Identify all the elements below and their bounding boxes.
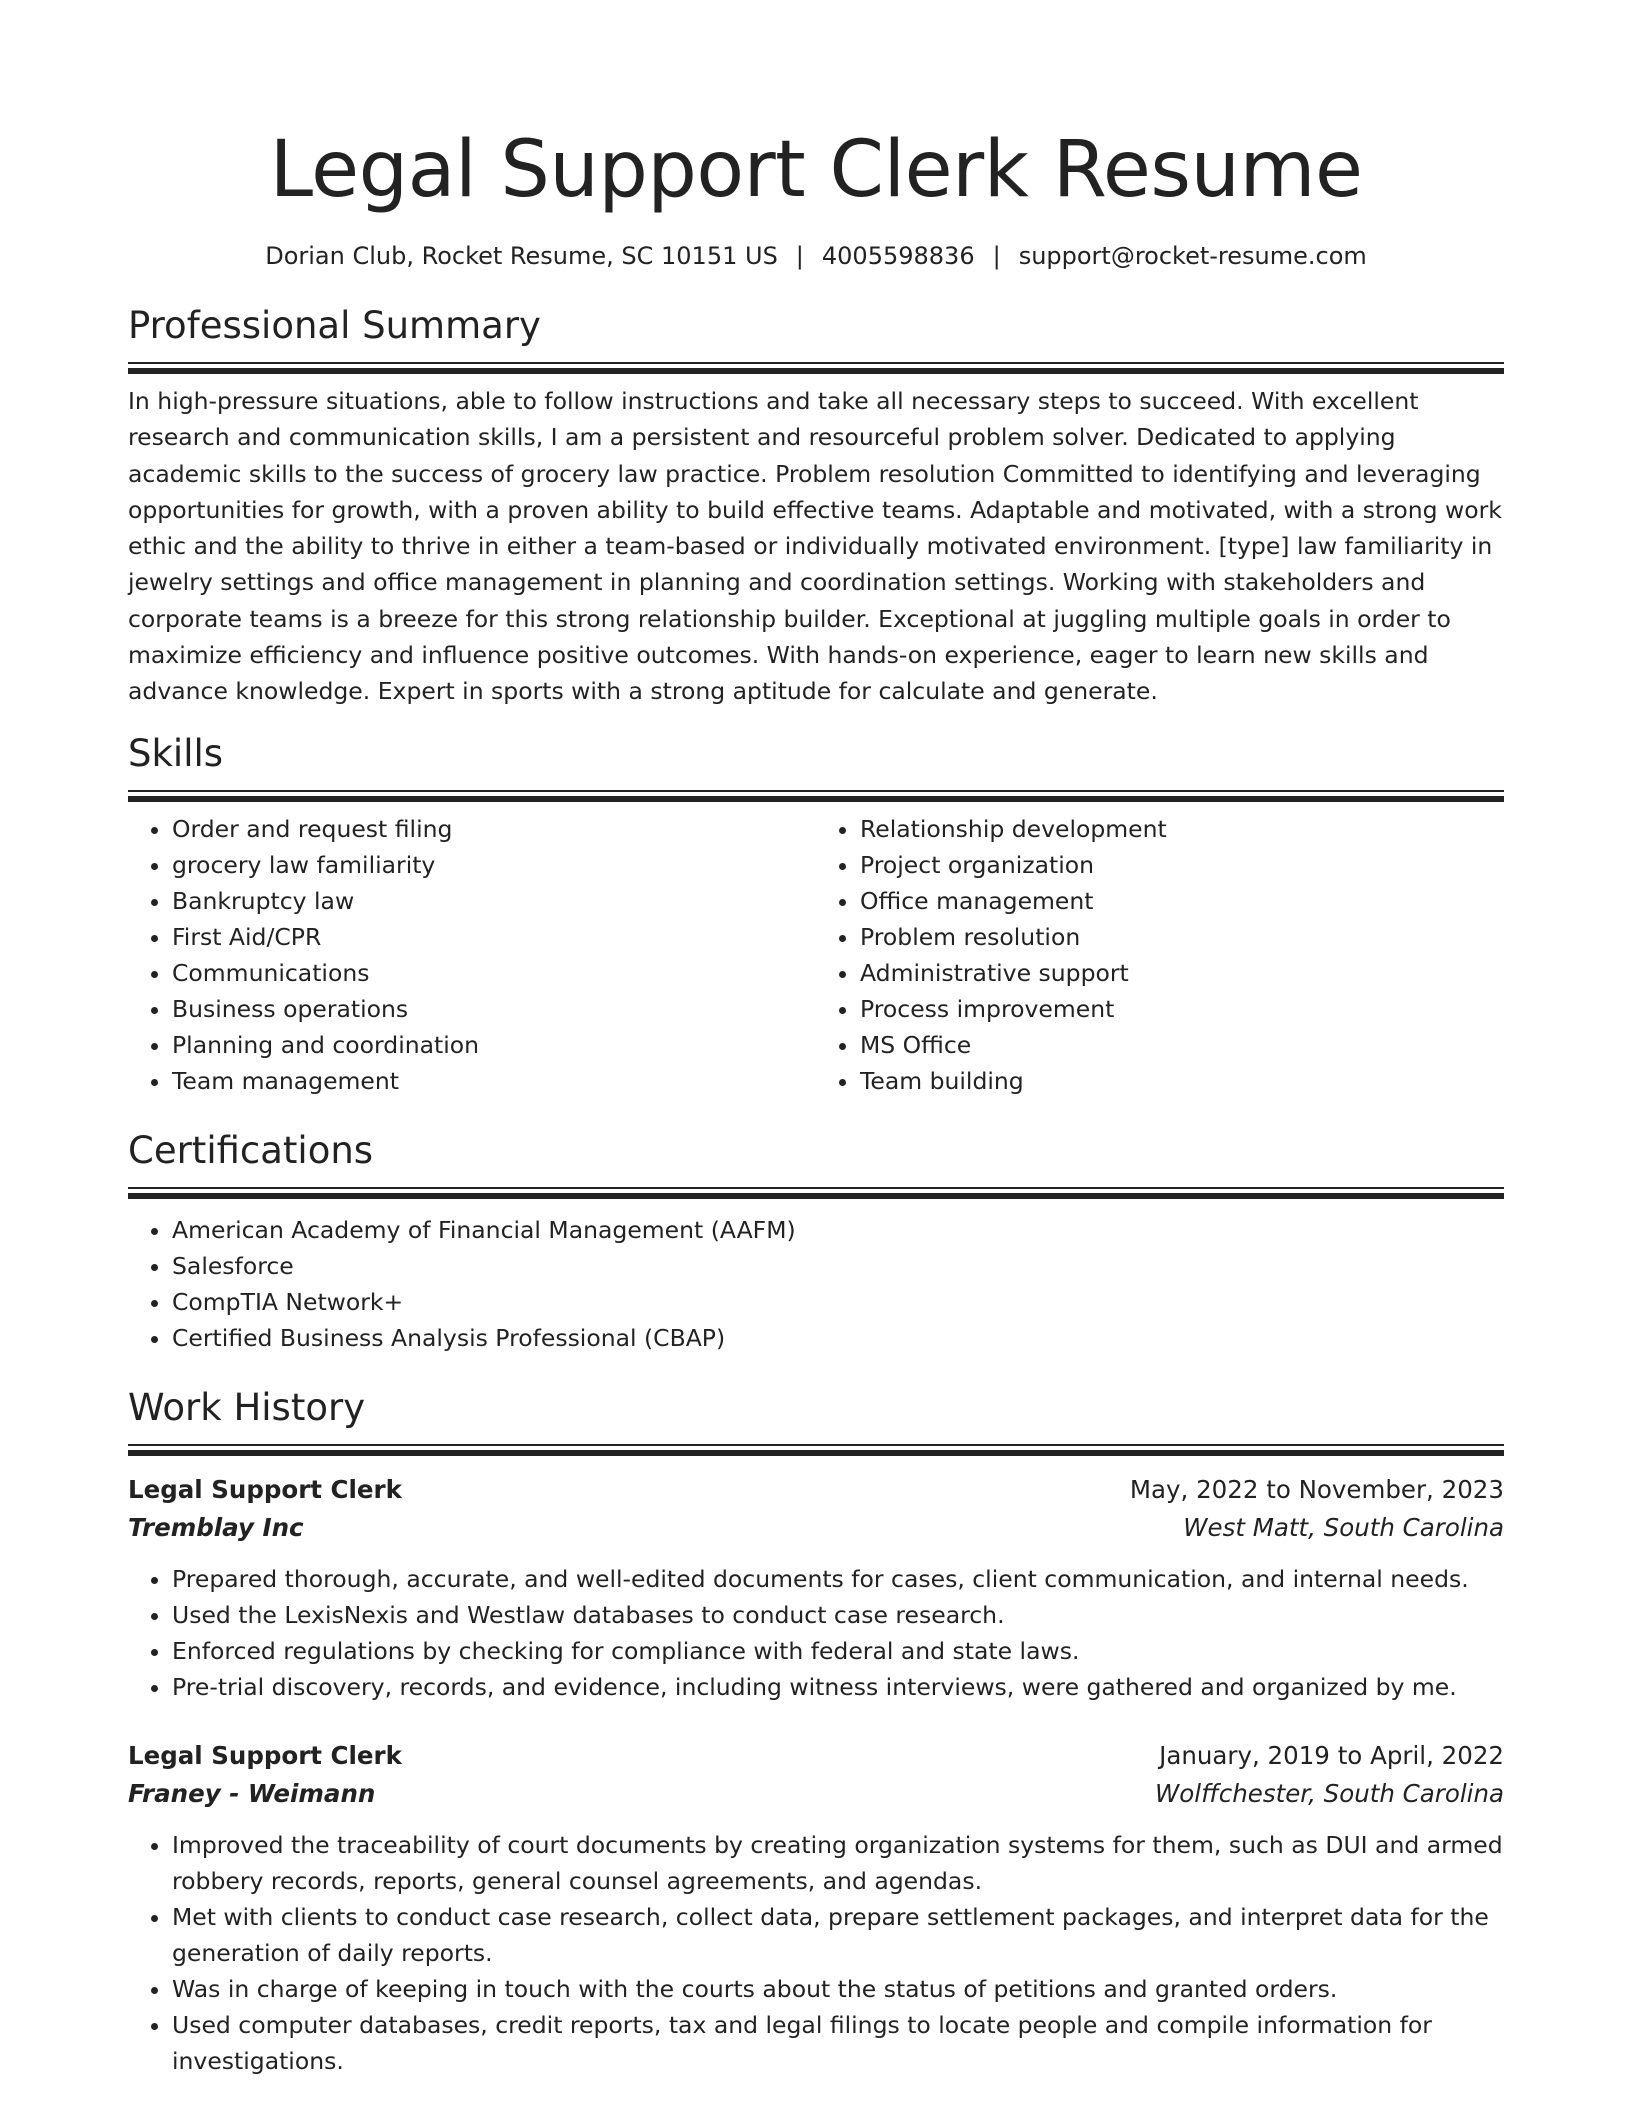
job-subheader-row — [128, 1509, 1504, 1547]
skills-grid — [128, 811, 1504, 1099]
summary-text: In high-pressure situations, able to follow instructions and take all necessary steps to succeed. With excellent research and communication skills, I am a persistent and resourceful problem solver. Dedicated to applying academic skills to the success of grocery law practice. Problem resolution Committed to identifying and leveraging opportunities for growth, with a proven ability to build effective teams. Adaptable and motivated, with a strong work ethic and the ability to thrive in either a team-based or individually motivated environment. [type] law familiarity in jewelry settings and office management in planning and coordination settings. Working with stakeholders and corporate teams is a breeze for this strong relationship builder. Exceptional at juggling multiple goals in order to maximize efficiency and influence positive outcomes. With hands-on experience, eager to learn new skills and advance knowledge. Expert in sports with a strong aptitude for calculate and generate. — [128, 387, 1502, 706]
job-company: Tremblay Inc — [128, 1512, 304, 1542]
certification-item: • CompTIA Network+ — [172, 1284, 1504, 1320]
skill-item: • Team management — [172, 1063, 816, 1099]
skill-item: • Team building — [860, 1063, 1504, 1099]
contact-line — [128, 240, 1504, 272]
skill-item: • MS Office — [860, 1027, 1504, 1063]
skill-item: • First Aid/CPR — [172, 919, 816, 955]
skill-item: • Problem resolution — [860, 919, 1504, 955]
section-divider — [128, 790, 1504, 801]
skill-item: • Relationship development — [860, 811, 1504, 847]
work-history-section — [128, 1384, 1504, 2079]
job-duties-list — [128, 1561, 1504, 1705]
contact-email: support@rocket-resume.com — [1018, 242, 1367, 270]
summary-section — [128, 302, 1504, 710]
job-dates: January, 2019 to April, 2022 — [1159, 1740, 1504, 1770]
job-duty: • Used the LexisNexis and Westlaw databases to conduct case research. — [172, 1597, 1504, 1633]
section-divider — [128, 362, 1504, 373]
summary-heading: Professional Summary — [128, 304, 541, 347]
job-duty: • Used computer databases, credit reports, tax and legal filings to locate people and compile information for investigations. — [172, 2007, 1504, 2079]
job-location: Wolffchester, South Carolina — [1155, 1778, 1504, 1808]
job-title: Legal Support Clerk — [128, 1740, 402, 1770]
skills-list-right — [816, 811, 1504, 1099]
job-duty: • Enforced regulations by checking for compliance with federal and state laws. — [172, 1633, 1504, 1669]
certification-item: • Certified Business Analysis Professional (CBAP) — [172, 1320, 1504, 1356]
job-duty: • Improved the traceability of court documents by creating organization systems for them, such as DUI and armed robbery records, reports, general counsel agreements, and agendas. — [172, 1827, 1504, 1899]
skill-item: • Business operations — [172, 991, 816, 1027]
skill-item: • Office management — [860, 883, 1504, 919]
job-title: Legal Support Clerk — [128, 1474, 402, 1504]
skill-item: • Order and request filing — [172, 811, 816, 847]
section-divider — [128, 1187, 1504, 1198]
skill-item: • Communications — [172, 955, 816, 991]
job-duty: • Pre-trial discovery, records, and evidence, including witness interviews, were gathered and organized by me. — [172, 1669, 1504, 1705]
skill-item: • grocery law familiarity — [172, 847, 816, 883]
skills-heading: Skills — [128, 731, 224, 775]
contact-phone: 4005598836 — [821, 242, 975, 270]
contact-address: Dorian Club, Rocket Resume, SC 10151 US — [265, 242, 778, 270]
job-header-row — [128, 1737, 1504, 1775]
skill-item: • Process improvement — [860, 991, 1504, 1027]
skills-section — [128, 730, 1504, 1099]
resume-title: Legal Support Clerk Resume — [269, 125, 1363, 215]
contact-separator: | — [795, 242, 804, 270]
section-divider — [128, 1444, 1504, 1455]
job-duty: • Prepared thorough, accurate, and well-edited documents for cases, client communication, and internal needs. — [172, 1561, 1504, 1597]
resume-page — [128, 0, 1504, 2079]
certifications-list — [128, 1212, 1504, 1356]
job-duty: • Was in charge of keeping in touch with the courts about the status of petitions and granted orders. — [172, 1971, 1504, 2007]
work-history-heading: Work History — [128, 1385, 366, 1429]
job-header-row — [128, 1471, 1504, 1509]
skills-list-left — [128, 811, 816, 1099]
certifications-section — [128, 1127, 1504, 1356]
job-duties-list — [128, 1827, 1504, 2079]
contact-separator: | — [992, 242, 1001, 270]
job-company: Franey - Weimann — [128, 1778, 376, 1808]
skill-item: • Project organization — [860, 847, 1504, 883]
certifications-heading: Certifications — [128, 1128, 374, 1172]
job-subheader-row — [128, 1775, 1504, 1813]
skill-item: • Bankruptcy law — [172, 883, 816, 919]
certification-item: • Salesforce — [172, 1248, 1504, 1284]
job-entry — [128, 1471, 1504, 1705]
job-entry — [128, 1737, 1504, 2079]
skill-item: • Administrative support — [860, 955, 1504, 991]
job-duty: • Met with clients to conduct case research, collect data, prepare settlement packages, and interpret data for the generation of daily reports. — [172, 1899, 1504, 1971]
skill-item: • Planning and coordination — [172, 1027, 816, 1063]
job-location: West Matt, South Carolina — [1183, 1512, 1504, 1542]
certification-item: • American Academy of Financial Management (AAFM) — [172, 1212, 1504, 1248]
job-dates: May, 2022 to November, 2023 — [1129, 1474, 1504, 1504]
